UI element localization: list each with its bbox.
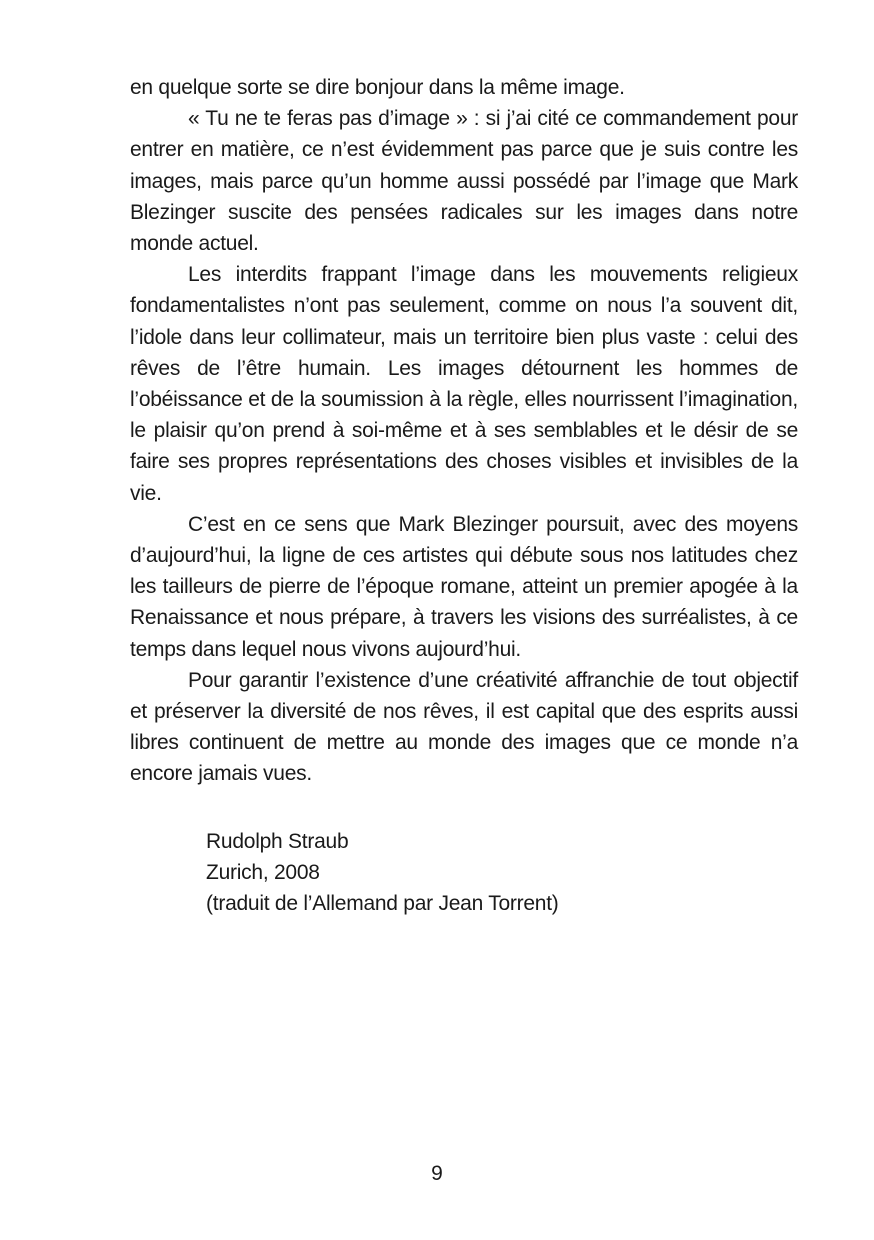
- paragraph: Les interdits frappant l’image dans les mouvements religieux fondamentalistes n’ont pas seulement, comme on nous l’a souvent dit, l’idole dans leur collimateur, mais un territoire bien plus vaste : celui des rêves de l’être humain. Les images détournent les hommes de l’obéissance et de la soumission à la règle, elles nourrissent l’imagination, le plaisir qu’on prend à soi-même et à ses semblables et le désir de se faire ses propres représentations des choses visibles et invisibles de la vie.: [130, 263, 798, 505]
- signature-place-date: Zurich, 2008: [206, 860, 320, 884]
- paragraph-continuation: en quelque sorte se dire bonjour dans la même image.: [130, 76, 625, 99]
- signature-name: Rudolph Straub: [206, 829, 349, 853]
- signature-translator-credit: (traduit de l’Allemand par Jean Torrent): [206, 892, 559, 916]
- page-number: 9: [431, 1162, 443, 1185]
- paragraph: « Tu ne te feras pas d’image » : si j’ai cité ce commandement pour entrer en matière, ce n’est évidemment pas parce que je suis contre les images, mais parce qu’un homme aussi possédé par l’image que Mark Blezinger suscite des pensées radicales sur les images dans notre monde actuel.: [130, 107, 798, 256]
- paragraph: Pour garantir l’existence d’une créativité affranchie de tout objectif et préserver la diversité de nos rêves, il est capital que des esprits aussi libres continuent de mettre au monde des images que ce monde n’a encore jamais vues.: [130, 668, 798, 786]
- paragraph: C’est en ce sens que Mark Blezinger poursuit, avec des moyens d’aujourd’hui, la ligne de ces artistes qui débute sous nos latitudes chez les tailleurs de pierre de l’époque romane, atteint un premier apogée à la Renaissance et nous prépare, à travers les visions des surréalistes, à ce temps dans lequel nous vivons aujourd’hui.: [130, 512, 798, 661]
- body-text: [130, 72, 798, 919]
- signature-block: [206, 826, 798, 920]
